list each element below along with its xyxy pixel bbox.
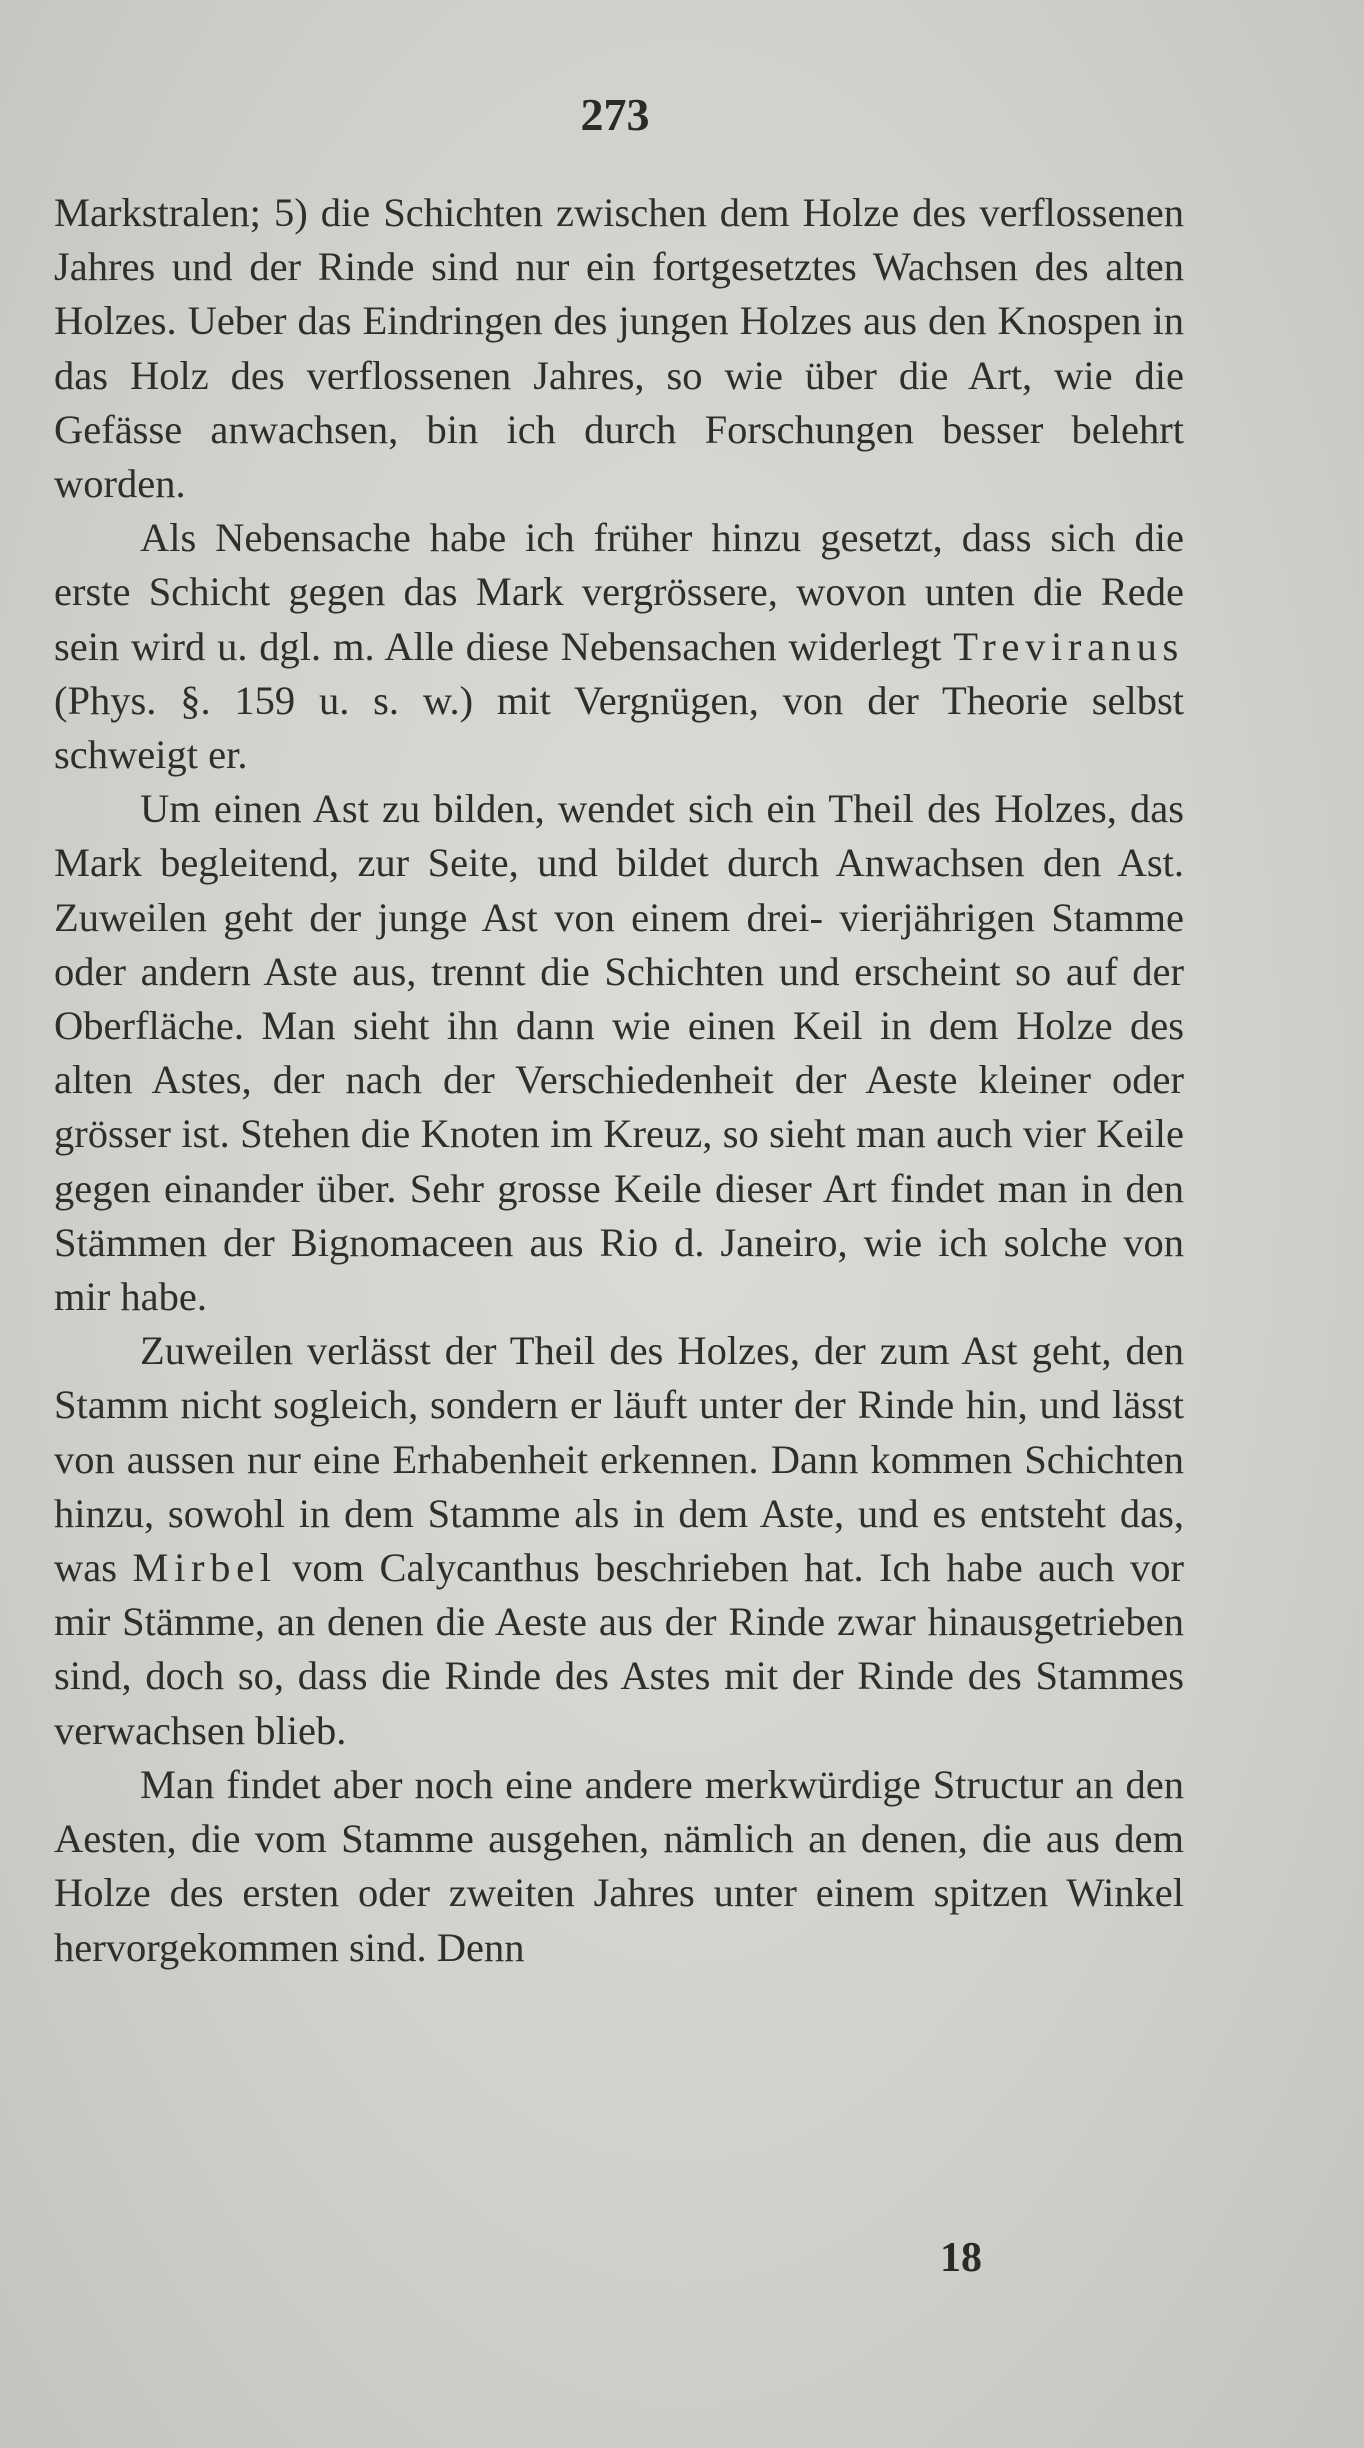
text-run: (Phys. §. 159 u. s. w.) mit Vergnügen, von der Theorie selbst schweigt er. bbox=[54, 677, 1184, 778]
text-run: Zuweilen verlässt der Theil des Holzes, der zum Ast geht, den Stamm nicht sogleich, sondern er läuft unter der Rinde hin, und lässt von aussen nur eine Erhabenheit erkennen. Dann kommen Schichten hinzu, sowohl in dem Stamme als in dem Aste, und es entsteht das, was bbox=[54, 1328, 1184, 1591]
text-run: vom Calycanthus beschrieben hat. Ich habe auch vor mir Stämme, an denen die Aeste aus der Rinde zwar hinausgetrieben sind, doch so, dass die Rinde des Astes mit der Rinde des Stammes verwachsen blieb. bbox=[54, 1545, 1184, 1753]
paragraph bbox=[54, 1758, 1184, 1975]
text-run: Als Nebensache habe ich früher hinzu gesetzt, dass sich die erste Schicht gegen das Mark vergrössere, wovon unten die Rede sein wird u. dgl. m. Alle diese Nebensachen widerlegt bbox=[54, 515, 1184, 669]
author-name-treviranus: Treviranus bbox=[953, 623, 1184, 669]
paragraph bbox=[54, 1324, 1184, 1758]
page-number: 273 bbox=[580, 89, 650, 140]
paragraph bbox=[54, 511, 1184, 782]
text-run: Um einen Ast zu bilden, wendet sich ein Theil des Holzes, das Mark begleitend, zur Seite, und bildet durch Anwachsen den Ast. Zuweilen geht der junge Ast von einem drei- vierjährigen Stamme oder andern Aste aus, trennt die Schichten und erscheint so auf der Oberfläche. Man sieht ihn dann wie einen Keil in dem Holze des alten Astes, der nach der Verschiedenheit der Aeste kleiner oder grösser ist. Stehen die Knoten im Kreuz, so sieht man auch vier Keile gegen einander über. Sehr grosse Keile dieser Art findet man in den Stämmen der Bignomaceen aus Rio d. Janeiro, wie ich solche von mir habe. bbox=[54, 786, 1184, 1320]
signature-mark: 18 bbox=[940, 2235, 982, 2281]
text-run: Man findet aber noch eine andere merkwürdige Structur an den Aesten, die vom Stamme ausgehen, nämlich an denen, die aus dem Holze des ersten oder zweiten Jahres unter einem spitzen Winkel hervorgekommen sind. Denn bbox=[54, 1761, 1184, 1970]
body-text bbox=[54, 186, 1184, 1975]
author-name-mirbel: Mirbel bbox=[132, 1545, 277, 1591]
paragraph bbox=[54, 186, 1184, 511]
paragraph bbox=[54, 782, 1184, 1324]
text-run: Markstralen; 5) die Schichten zwischen dem Holze des verflossenen Jahres und der Rinde sind nur ein fortgesetztes Wachsen des alten Holzes. Ueber das Eindringen des jungen Holzes aus den Knospen in das Holz des verflossenen Jahres, so wie über die Art, wie die Gefässe anwachsen, bin ich durch Forschungen besser belehrt worden. bbox=[54, 190, 1184, 507]
